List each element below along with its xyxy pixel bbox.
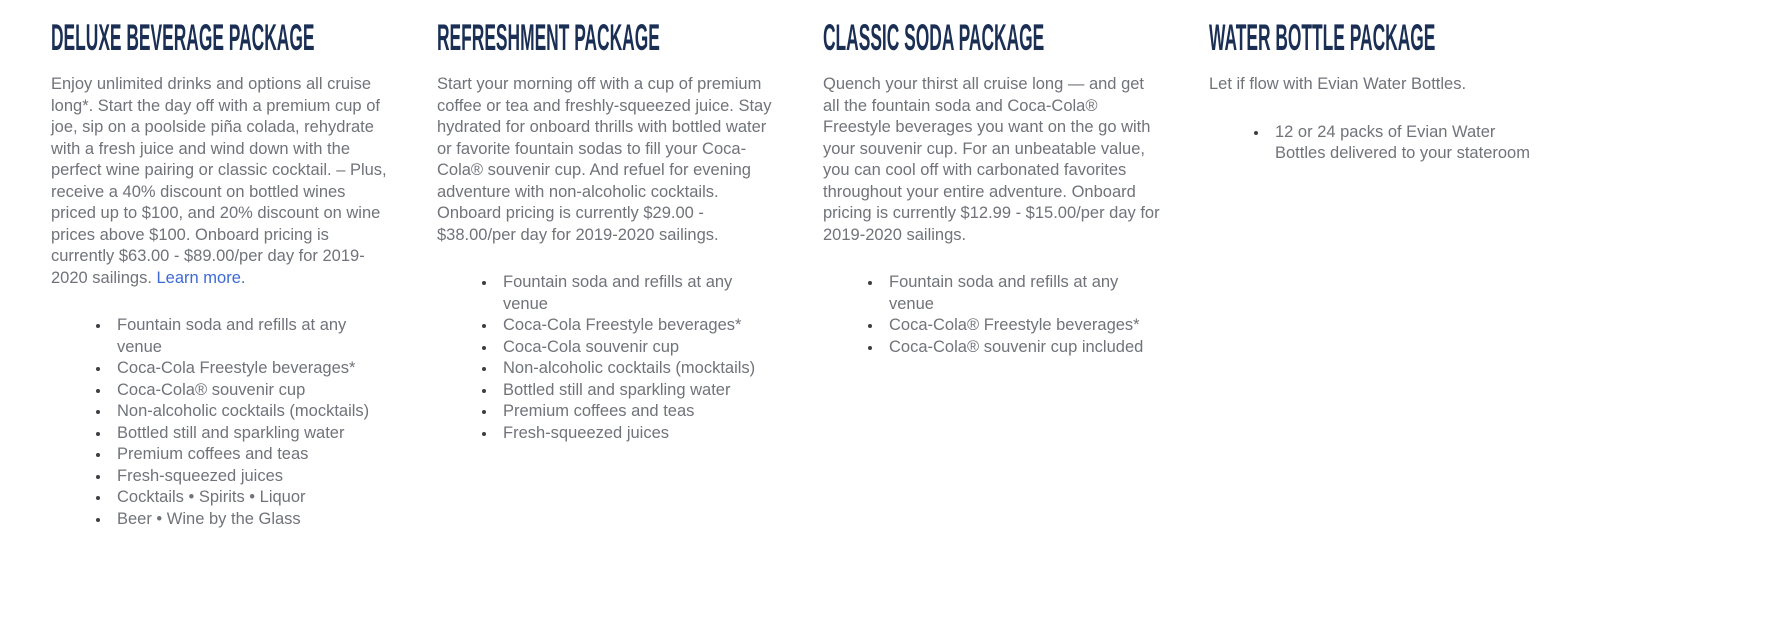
list-item: • Coca-Cola® souvenir cup included: [883, 337, 1163, 359]
package-bullet-list: [823, 272, 1163, 358]
package-title: CLASSIC SODA PACKAGE: [823, 17, 1045, 58]
package-description-text: Quench your thirst all cruise long — and get all the fountain soda and Coca-Cola® Freestyle beverages you want on the go with your souvenir cup. For an unbeatable value, you can cool off with carbonated favorites throughout your entire adventure. Onboard pricing is currently $12.99 - $15.00/per day for 2019-2020 sailings.: [823, 75, 1160, 244]
list-item: • Premium coffees and teas: [497, 401, 777, 423]
list-item: • Coca-Cola® Freestyle beverages*: [883, 315, 1163, 337]
list-item: • Fountain soda and refills at any venue: [883, 272, 1163, 315]
list-item: • Coca-Cola souvenir cup: [497, 337, 777, 359]
package-column-water-bottle: [1209, 18, 1549, 530]
learn-more-link[interactable]: Learn more.: [156, 268, 246, 287]
package-description-text: Enjoy unlimited drinks and options all cruise long*. Start the day off with a premium cup of joe, sip on a poolside piña colada, rehydrate with a fresh juice and wind down with the perfect wine pairing or classic cocktail. – Plus, receive a 40% discount on bottled wines priced up to $100, and 20% discount on wine prices above $100. Onboard pricing is currently $63.00 - $89.00/per day for 2019-2020 sailings.: [51, 75, 387, 287]
package-description: [437, 74, 777, 246]
package-description: [823, 74, 1163, 246]
package-description-text: Let if flow with Evian Water Bottles.: [1209, 75, 1467, 93]
list-item: • Coca-Cola Freestyle beverages*: [111, 358, 391, 380]
package-column-refreshment: [437, 18, 777, 530]
package-bullet-list: [51, 315, 391, 530]
list-item: • Non-alcoholic cocktails (mocktails): [497, 358, 777, 380]
package-column-deluxe-beverage: [51, 18, 391, 530]
list-item: • Coca-Cola Freestyle beverages*: [497, 315, 777, 337]
package-column-classic-soda: [823, 18, 1163, 530]
package-description: [51, 74, 391, 289]
list-item: • Bottled still and sparkling water: [111, 423, 391, 445]
package-bullet-list: [1209, 122, 1549, 165]
list-item: • Beer • Wine by the Glass: [111, 509, 391, 531]
package-description: [1209, 74, 1549, 96]
package-columns: [51, 18, 1781, 530]
package-title: DELUXE BEVERAGE PACKAGE: [51, 17, 315, 58]
list-item: • Non-alcoholic cocktails (mocktails): [111, 401, 391, 423]
package-description-text: Start your morning off with a cup of premium coffee or tea and freshly-squeezed juice. Stay hydrated for onboard thrills with bottled water or favorite fountain sodas to fill your Coca-Cola® souvenir cup. And refuel for evening adventure with non-alcoholic cocktails. Onboard pricing is currently $29.00 - $38.00/per day for 2019-2020 sailings.: [437, 75, 772, 244]
list-item: • Fresh-squeezed juices: [497, 423, 777, 445]
package-title: WATER BOTTLE PACKAGE: [1209, 17, 1436, 58]
list-item: • Fountain soda and refills at any venue: [497, 272, 777, 315]
list-item: • 12 or 24 packs of Evian Water Bottles delivered to your stateroom: [1269, 122, 1549, 165]
list-item: • Bottled still and sparkling water: [497, 380, 777, 402]
list-item: • Coca-Cola® souvenir cup: [111, 380, 391, 402]
list-item: • Fountain soda and refills at any venue: [111, 315, 391, 358]
list-item: • Premium coffees and teas: [111, 444, 391, 466]
package-title: REFRESHMENT PACKAGE: [437, 17, 660, 58]
list-item: • Cocktails • Spirits • Liquor: [111, 487, 391, 509]
package-bullet-list: [437, 272, 777, 444]
list-item: • Fresh-squeezed juices: [111, 466, 391, 488]
